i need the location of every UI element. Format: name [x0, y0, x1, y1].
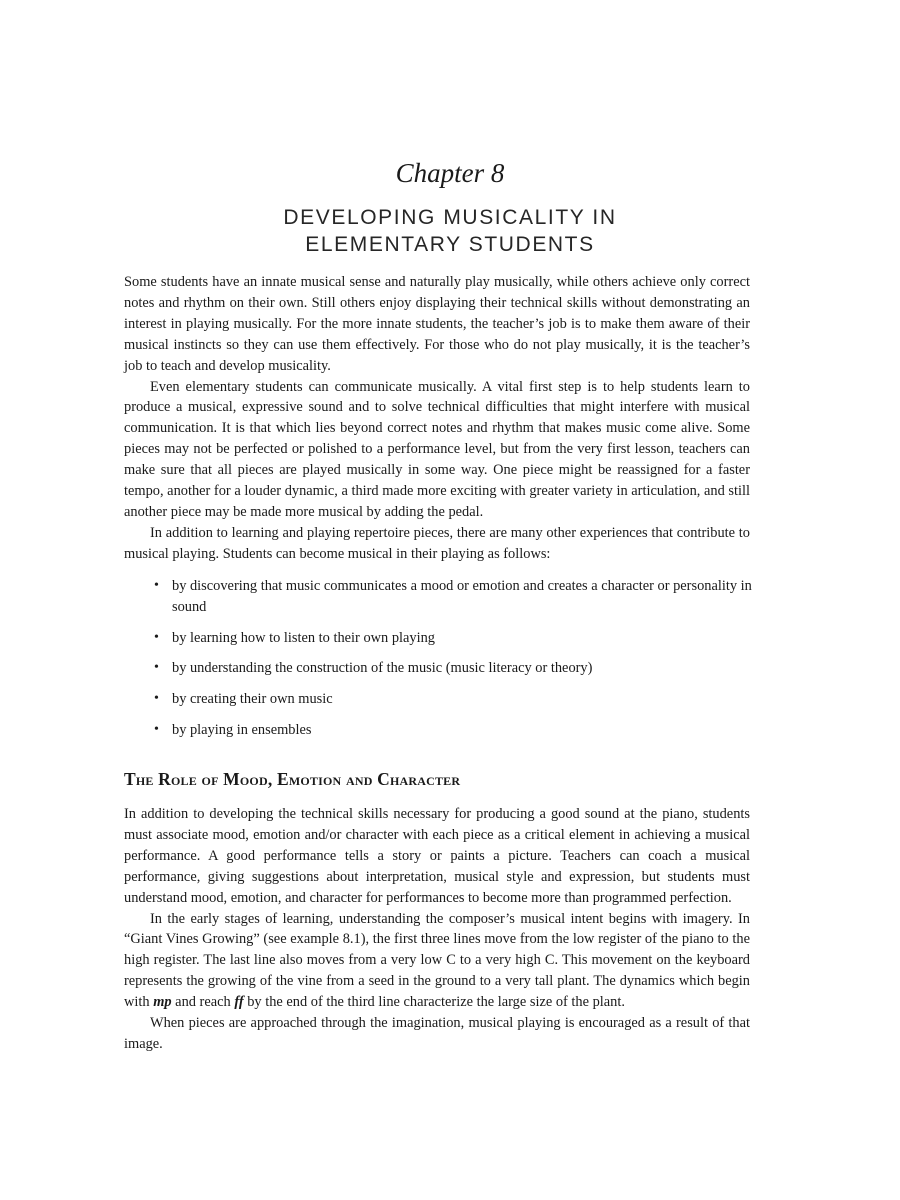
bullet-icon: •: [154, 577, 159, 593]
chapter-title: [0, 204, 900, 258]
paragraph-mood: In addition to developing the technical skills necessary for producing a good sound at the piano, students must associate mood, emotion and/or character with each piece as a critical element in achieving a musical performance. A good performance tells a story or paints a picture. Teachers can coach a musical performance, giving suggestions about interpretation, musical style and expression, but students must understand mood, emotion, and character for performances to become more than programmed perfection.: [124, 806, 750, 906]
list-item: [124, 689, 752, 710]
list-item: [124, 576, 752, 618]
list-item: [124, 658, 752, 679]
bullet-list: [124, 576, 750, 741]
bullet-icon: •: [154, 691, 159, 707]
paragraph-experiences: In addition to learning and playing repertoire pieces, there are many other experiences that contribute to musical playing. Students can become musical in their playing as follows:: [124, 524, 750, 562]
chapter-body: [124, 272, 750, 1055]
dynamic-mp: mp: [153, 994, 172, 1011]
imagery-text-1: In the early stages of learning, understanding the composer’s musical intent begins with imagery. In “Giant Vines Growing” (see example 8.1), the first three lines move from the low register of the piano to the high register. The last line also moves from a very low C to a very high C. This movement on the keyboard represents the growing of the vine from a seed in the ground to a very tall plant. The dynamics which begin with: [124, 910, 750, 1011]
paragraph-elementary: Even elementary students can communicate musically. A vital first step is to help students learn to produce a musical, expressive sound and to solve technical difficulties that might interfere with musical communication. It is that which lies beyond correct notes and rhythm that makes music come alive. Some pieces may not be perfected or polished to a performance level, but from the very first lesson, teachers can make sure that all pieces are played musically in some way. One piece might be reassigned for a faster tempo, another for a louder dynamic, a third made more exciting with greater variety in articulation, and still another piece may be made more musical by adding the pedal.: [124, 378, 750, 520]
paragraph-imagery: [124, 909, 750, 1014]
paragraph-imagination: When pieces are approached through the imagination, musical playing is encouraged as a result of that image.: [124, 1015, 750, 1052]
imagery-text-3: by the end of the third line characterize the large size of the plant.: [243, 994, 625, 1011]
bullet-icon: •: [154, 629, 159, 645]
imagery-text-2: and reach: [171, 994, 235, 1011]
chapter-title-line-2: ELEMENTARY STUDENTS: [305, 233, 595, 256]
paragraph-intro: Some students have an innate musical sense and naturally play musically, while others achieve only correct notes and rhythm on their own. Still others enjoy displaying their technical skills without demonstrating an interest in playing musically. For the more innate students, the teacher’s job is to make them aware of their musical instincts so they can use them effectively. For those who do not play musically, it is the teacher’s job to teach and develop musicality.: [124, 274, 750, 374]
bullet-icon: •: [154, 722, 159, 738]
bullet-icon: •: [154, 660, 159, 676]
list-item-text: by creating their own music: [172, 691, 333, 708]
list-item: [124, 720, 752, 741]
dynamic-ff: ff: [234, 994, 244, 1011]
list-item: [124, 628, 752, 649]
section-heading: The Role of Mood, Emotion and Character: [124, 769, 461, 790]
list-item-text: by learning how to listen to their own playing: [172, 629, 435, 646]
list-item-text: by discovering that music communicates a mood or emotion and creates a character or personality in sound: [172, 577, 752, 615]
chapter-title-line-1: DEVELOPING MUSICALITY IN: [283, 206, 617, 229]
list-item-text: by understanding the construction of the music (music literacy or theory): [172, 660, 593, 677]
chapter-label: Chapter 8: [395, 158, 505, 188]
list-item-text: by playing in ensembles: [172, 722, 312, 739]
